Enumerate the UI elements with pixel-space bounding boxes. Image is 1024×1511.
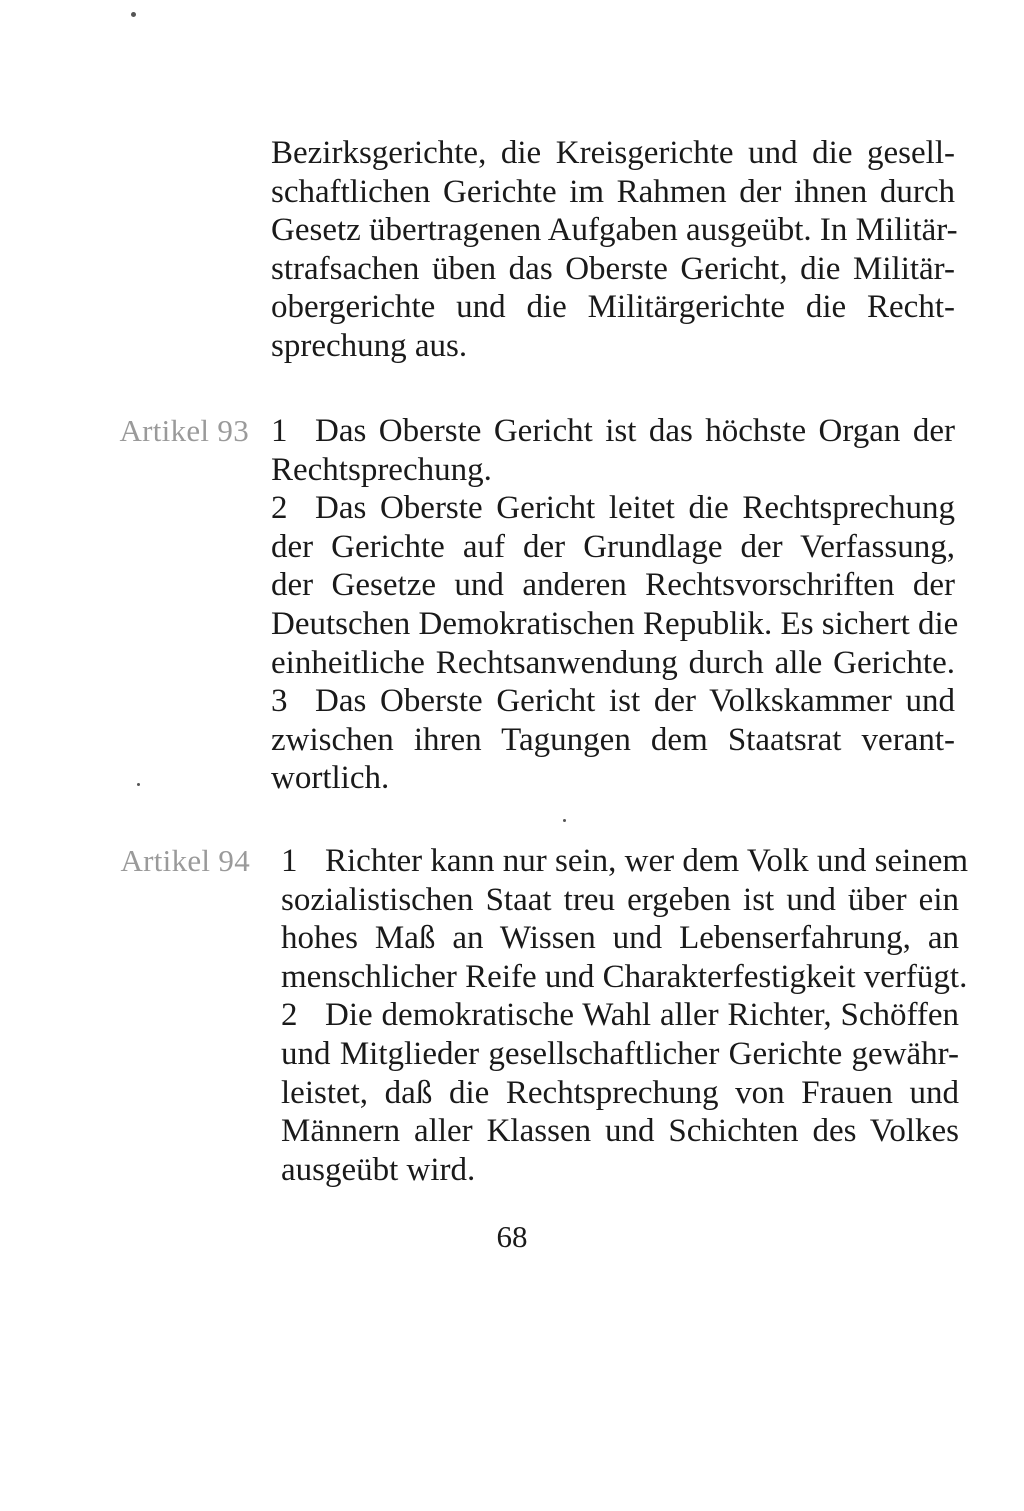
paragraph-number: 3 [271, 683, 288, 720]
text-line: der Gesetze und anderen Rechtsvorschriften der [271, 567, 955, 604]
text-line: sprechung aus. [271, 327, 468, 364]
text-line: einheitliche Rechtsanwendung durch alle Gerichte. [271, 644, 955, 681]
text-line-content: Richter kann nur sein, wer dem Volk und seinem [325, 843, 969, 879]
text-line [281, 996, 959, 1035]
text-line: leistet, daß die Rechtsprechung von Frauen und [281, 1074, 959, 1111]
article-94-label: Artikel 94 [120, 843, 250, 878]
text-line [281, 842, 969, 881]
text-line: ausgeübt wird. [281, 1151, 476, 1188]
text-line: sozialistischen Staat treu ergeben ist und über ein [281, 881, 959, 918]
text-line: zwischen ihren Tagungen dem Staatsrat verant- [271, 721, 955, 758]
text-line-content: Das Oberste Gericht ist das höchste Organ der [315, 413, 955, 449]
text-line: menschlicher Reife und Charakterfestigkeit verfügt. [281, 958, 968, 995]
text-line: Rechtsprechung. [271, 451, 492, 488]
text-line: Deutschen Demokratischen Republik. Es sichert die [271, 605, 959, 642]
text-line: Bezirksgerichte, die Kreisgerichte und die gesell- [271, 135, 955, 171]
text-line: schaftlichen Gerichte im Rahmen der ihnen durch [271, 173, 955, 210]
paragraph-number: 2 [271, 490, 288, 527]
article-93-label: Artikel 93 [119, 413, 249, 448]
text-line: strafsachen üben das Oberste Gericht, die Militär- [271, 250, 955, 287]
paragraph-number: 2 [281, 997, 298, 1034]
text-line-content: Das Oberste Gericht leitet die Rechtsprechung [315, 490, 955, 527]
scan-speck [137, 783, 140, 786]
article-94-body [281, 842, 969, 1189]
scan-speck [131, 12, 136, 17]
page-number: 68 [496, 1219, 528, 1254]
paragraph-number: 1 [281, 843, 298, 879]
text-line: Gesetz übertragenen Aufgaben ausgeübt. In Militär- [271, 212, 958, 249]
text-line: wortlich. [271, 760, 390, 797]
text-line: und Mitglieder gesellschaftlicher Gerichte gewähr- [281, 1035, 959, 1072]
text-line: hohes Maß an Wissen und Lebenserfahrung, an [281, 920, 959, 957]
text-line [271, 412, 955, 451]
intro-paragraph [271, 134, 958, 366]
text-line-content: Das Oberste Gericht ist der Volkskammer und [315, 683, 955, 720]
paragraph-number: 1 [271, 413, 288, 449]
text-line-content: Die demokratische Wahl aller Richter, Schöffen [325, 997, 959, 1034]
text-line: obergerichte und die Militärgerichte die Recht- [271, 289, 955, 326]
text-line [271, 682, 955, 721]
text-line: der Gerichte auf der Grundlage der Verfassung, [271, 528, 955, 565]
scan-speck [563, 819, 566, 822]
text-line [271, 489, 955, 528]
text-line: Männern aller Klassen und Schichten des Volkes [281, 1113, 959, 1150]
article-93-body [271, 412, 959, 798]
